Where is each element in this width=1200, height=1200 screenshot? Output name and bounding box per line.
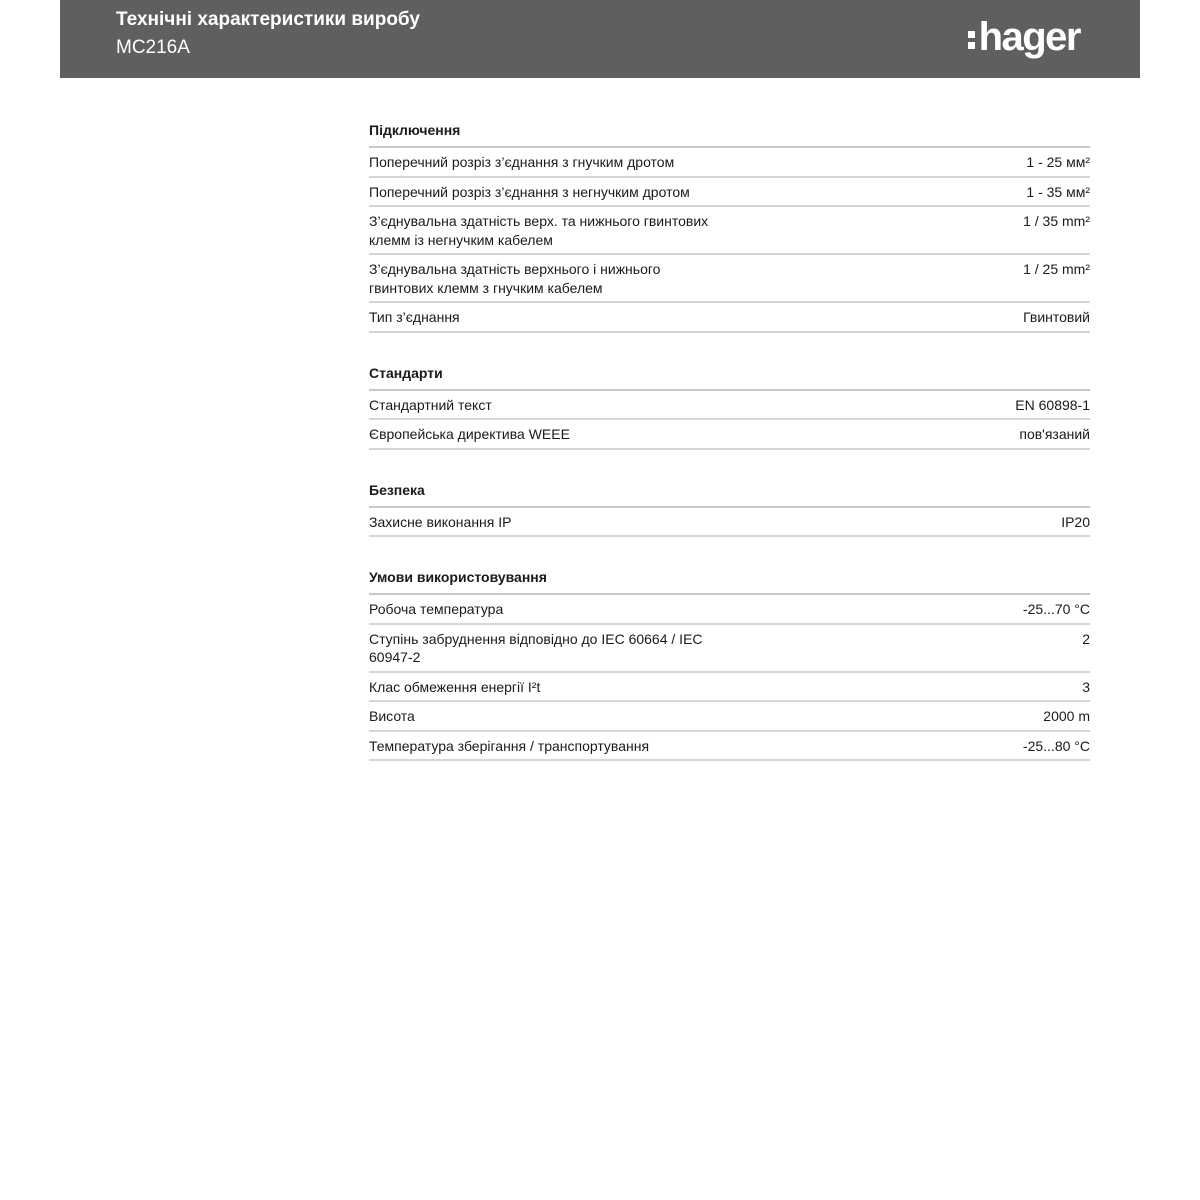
spec-value: EN 60898-1 bbox=[1015, 396, 1090, 413]
document-header bbox=[60, 0, 1140, 78]
spec-value: 1 / 25 mm² bbox=[1023, 261, 1090, 277]
spec-label: З’єднувальна здатність верх. та нижнього гвинтових клемм із негнучким кабелем bbox=[369, 213, 709, 248]
section-title: Безпека bbox=[369, 472, 1090, 508]
spec-label: Поперечний розріз з’єднання з гнучким дротом bbox=[369, 154, 675, 170]
spec-row bbox=[369, 625, 1090, 673]
spec-value: -25...80 °C bbox=[1022, 737, 1090, 754]
section-connection bbox=[369, 112, 1090, 333]
spec-label: Робоча температура bbox=[369, 601, 504, 617]
section-operating-conditions bbox=[369, 559, 1090, 761]
spec-label: Температура зберігання / транспортування bbox=[369, 737, 650, 754]
spec-label: З’єднувальна здатність верхнього і нижнього гвинтових клемм з гнучким кабелем bbox=[369, 261, 661, 296]
spec-value: пов'язаний bbox=[1019, 426, 1090, 442]
spec-content bbox=[369, 112, 1090, 783]
hager-logo bbox=[968, 12, 1080, 62]
spec-row bbox=[369, 148, 1090, 178]
spec-row bbox=[369, 702, 1090, 732]
spec-value: -25...70 °C bbox=[1022, 601, 1090, 617]
spec-row bbox=[369, 508, 1090, 538]
spec-value: 2 bbox=[1082, 630, 1090, 647]
logo-dots-icon bbox=[968, 31, 975, 49]
spec-label: Поперечний розріз з’єднання з негнучким дротом bbox=[369, 183, 690, 200]
spec-row bbox=[369, 255, 1090, 303]
spec-value: IP20 bbox=[1061, 513, 1090, 530]
spec-label: Клас обмеження енергії I²t bbox=[369, 678, 541, 695]
document-title: Технічні характеристики виробу bbox=[116, 9, 420, 30]
spec-label: Європейська директива WEEE bbox=[369, 426, 570, 442]
spec-value: 1 / 35 mm² bbox=[1023, 213, 1090, 229]
spec-value: 1 - 35 мм² bbox=[1026, 183, 1090, 200]
section-standards bbox=[369, 355, 1090, 450]
spec-row bbox=[369, 673, 1090, 703]
section-title: Умови використовування bbox=[369, 559, 1090, 595]
spec-row bbox=[369, 178, 1090, 208]
section-safety bbox=[369, 472, 1090, 538]
spec-value: Гвинтовий bbox=[1023, 309, 1090, 325]
spec-row bbox=[369, 207, 1090, 255]
logo-text: hager bbox=[978, 14, 1080, 59]
spec-value: 3 bbox=[1082, 678, 1090, 695]
section-title: Стандарти bbox=[369, 355, 1090, 391]
product-code: MC216A bbox=[116, 37, 190, 58]
spec-label: Висота bbox=[369, 708, 415, 724]
spec-value: 1 - 25 мм² bbox=[1026, 154, 1090, 170]
spec-row bbox=[369, 303, 1090, 333]
spec-label: Захисне виконання IP bbox=[369, 513, 512, 530]
spec-row bbox=[369, 732, 1090, 762]
spec-label: Стандартний текст bbox=[369, 396, 492, 413]
spec-label: Тип з’єднання bbox=[369, 309, 460, 325]
section-title: Підключення bbox=[369, 112, 1090, 148]
spec-label: Ступінь забруднення відповідно до IEC 60664 / IEC 60947-2 bbox=[369, 630, 703, 665]
spec-value: 2000 m bbox=[1043, 708, 1090, 724]
spec-row bbox=[369, 391, 1090, 421]
spec-row bbox=[369, 420, 1090, 450]
spec-row bbox=[369, 595, 1090, 625]
